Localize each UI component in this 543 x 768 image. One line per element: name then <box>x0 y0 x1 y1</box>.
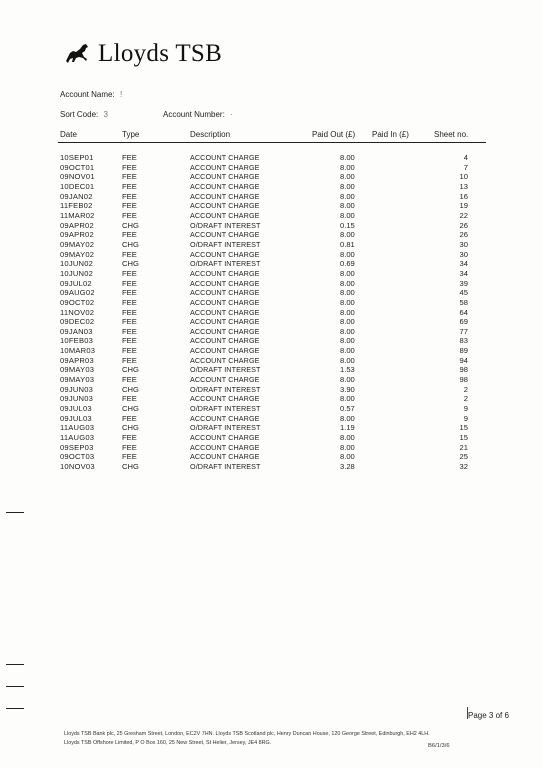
table-row <box>0 336 543 346</box>
account-name-value: ! <box>119 90 123 99</box>
cell-date: 09AUG02 <box>60 288 95 298</box>
table-row <box>0 462 543 472</box>
cell-type: FEE <box>122 375 137 385</box>
cell-description: ACCOUNT CHARGE <box>190 153 260 162</box>
cell-sheet-no: 15 <box>459 433 468 443</box>
cell-type: CHG <box>122 462 139 471</box>
cell-paid-out: 8.00 <box>340 413 355 423</box>
cell-sheet-no: 94 <box>459 355 468 365</box>
cell-type: FEE <box>122 297 137 307</box>
cell-sheet-no: 30 <box>459 249 468 259</box>
table-row <box>0 259 543 269</box>
cell-type: CHG <box>122 259 139 269</box>
cell-description: ACCOUNT CHARGE <box>190 317 260 327</box>
cell-type: FEE <box>122 452 137 462</box>
cell-date: 10DEC01 <box>60 181 95 191</box>
cell-paid-out: 8.00 <box>340 355 355 365</box>
table-row <box>0 211 543 221</box>
cell-type: FEE <box>122 172 137 182</box>
cell-date: 10JUN02 <box>60 259 94 269</box>
cell-paid-out: 8.00 <box>340 162 355 172</box>
table-row <box>0 423 543 433</box>
cell-description: ACCOUNT CHARGE <box>190 278 260 288</box>
cell-type: CHG <box>122 365 139 375</box>
cell-date: 09MAY02 <box>60 239 95 249</box>
cell-sheet-no: 25 <box>459 452 468 462</box>
account-number-label: Account Number: <box>163 110 225 119</box>
cell-description: ACCOUNT CHARGE <box>190 336 260 346</box>
table-row <box>0 192 543 202</box>
cell-paid-out: 1.53 <box>340 365 355 375</box>
col-header-description: Description <box>190 130 231 139</box>
margin-tick <box>6 708 24 709</box>
cell-type: CHG <box>122 423 139 433</box>
cell-type: FEE <box>122 268 137 278</box>
cell-sheet-no: 21 <box>459 442 468 452</box>
cell-paid-out: 8.00 <box>340 230 355 240</box>
cell-date: 09JUN03 <box>60 394 94 404</box>
cell-date: 11MAR02 <box>60 210 95 220</box>
sort-code <box>60 110 108 119</box>
cell-paid-out: 8.00 <box>340 297 355 307</box>
cell-sheet-no: 19 <box>459 201 468 211</box>
table-row <box>0 221 543 231</box>
cell-sheet-no: 22 <box>459 210 468 220</box>
cell-description: ACCOUNT CHARGE <box>190 375 260 385</box>
cell-date: 09JAN02 <box>60 191 93 201</box>
cell-sheet-no: 58 <box>459 297 468 307</box>
cell-type: FEE <box>122 317 137 327</box>
cell-type: FEE <box>122 355 137 365</box>
cell-sheet-no: 64 <box>459 307 468 317</box>
footer-address-line-2: Lloyds TSB Offshore Limited, P O Box 160, 25 New Street, St Helier, Jersey, JE4 8RG. <box>64 740 272 746</box>
table-row <box>0 182 543 192</box>
cell-type: FEE <box>122 442 137 452</box>
cell-type: FEE <box>122 230 137 240</box>
cell-paid-out: 8.00 <box>340 442 355 452</box>
cell-date: 09JUL03 <box>60 404 92 414</box>
cell-sheet-no: 26 <box>459 230 468 240</box>
cell-paid-out: 8.00 <box>340 452 355 462</box>
cell-date: 10NOV03 <box>60 462 95 471</box>
cell-description: O/DRAFT INTEREST <box>190 259 261 269</box>
cell-type: FEE <box>122 153 137 162</box>
margin-tick <box>6 686 24 687</box>
cell-sheet-no: 9 <box>463 404 468 414</box>
cell-type: FEE <box>122 249 137 259</box>
cell-description: ACCOUNT CHARGE <box>190 162 260 172</box>
cell-paid-out: 8.00 <box>340 375 355 385</box>
cell-sheet-no: 16 <box>459 191 468 201</box>
cell-sheet-no: 39 <box>459 278 468 288</box>
cell-paid-out: 8.00 <box>340 210 355 220</box>
account-name-label: Account Name: <box>60 90 115 99</box>
cell-paid-out: 8.00 <box>340 201 355 211</box>
cell-date: 09JUN03 <box>60 384 94 394</box>
cell-date: 10JUN02 <box>60 268 94 278</box>
cell-date: 09DEC02 <box>60 317 95 327</box>
cell-date: 09JAN03 <box>60 326 93 336</box>
black-horse-icon <box>64 41 92 67</box>
cell-date: 09MAY03 <box>60 365 95 375</box>
cell-type: FEE <box>122 413 137 423</box>
cell-paid-out: 0.81 <box>340 239 355 249</box>
cell-description: ACCOUNT CHARGE <box>190 268 260 278</box>
cell-description: ACCOUNT CHARGE <box>190 181 260 191</box>
cell-paid-out: 8.00 <box>340 433 355 443</box>
cell-description: ACCOUNT CHARGE <box>190 249 260 259</box>
cell-sheet-no: 7 <box>463 162 468 172</box>
header-divider <box>58 142 486 143</box>
cell-description: ACCOUNT CHARGE <box>190 433 260 443</box>
cell-date: 09APR03 <box>60 355 94 365</box>
cell-paid-out: 3.28 <box>340 462 355 471</box>
cell-sheet-no: 45 <box>459 288 468 298</box>
cell-type: CHG <box>122 384 139 394</box>
cell-date: 09SEP03 <box>60 442 94 452</box>
cell-description: ACCOUNT CHARGE <box>190 297 260 307</box>
cell-description: ACCOUNT CHARGE <box>190 210 260 220</box>
cell-description: ACCOUNT CHARGE <box>190 230 260 240</box>
cell-sheet-no: 2 <box>463 384 468 394</box>
table-row <box>0 240 543 250</box>
cell-type: CHG <box>122 239 139 249</box>
table-row <box>0 201 543 211</box>
cell-sheet-no: 13 <box>459 181 468 191</box>
cell-sheet-no: 10 <box>459 172 468 182</box>
cell-description: ACCOUNT CHARGE <box>190 452 260 462</box>
table-row <box>0 153 543 163</box>
cell-paid-out: 8.00 <box>340 336 355 346</box>
table-row <box>0 365 543 375</box>
table-row <box>0 346 543 356</box>
col-header-sheet: Sheet no. <box>434 130 469 139</box>
table-row <box>0 433 543 443</box>
cell-type: FEE <box>122 307 137 317</box>
margin-tick <box>6 664 24 665</box>
cell-paid-out: 8.00 <box>340 153 355 162</box>
cell-description: O/DRAFT INTEREST <box>190 365 261 375</box>
cell-type: FEE <box>122 433 137 443</box>
table-row <box>0 404 543 414</box>
cell-type: FEE <box>122 191 137 201</box>
cell-description: O/DRAFT INTEREST <box>190 404 261 414</box>
table-row <box>0 288 543 298</box>
cell-date: 10FEB03 <box>60 336 94 346</box>
cell-description: O/DRAFT INTEREST <box>190 462 261 471</box>
sort-code-label: Sort Code: <box>60 110 99 119</box>
cell-type: FEE <box>122 326 137 336</box>
cell-type: CHG <box>122 404 139 414</box>
cell-description: ACCOUNT CHARGE <box>190 355 260 365</box>
cell-paid-out: 8.00 <box>340 326 355 336</box>
cell-date: 09JUL02 <box>60 278 92 288</box>
account-name <box>60 90 122 99</box>
cell-sheet-no: 77 <box>459 326 468 336</box>
cell-description: ACCOUNT CHARGE <box>190 442 260 452</box>
cell-description: ACCOUNT CHARGE <box>190 201 260 211</box>
cell-date: 09OCT02 <box>60 297 95 307</box>
cell-description: O/DRAFT INTEREST <box>190 239 261 249</box>
table-row <box>0 414 543 424</box>
cell-description: ACCOUNT CHARGE <box>190 346 260 356</box>
cell-paid-out: 0.57 <box>340 404 355 414</box>
table-row <box>0 308 543 318</box>
cell-date: 11AUG03 <box>60 433 95 443</box>
cell-sheet-no: 98 <box>459 365 468 375</box>
page-number: Page 3 of 6 <box>468 711 509 720</box>
cell-description: ACCOUNT CHARGE <box>190 172 260 182</box>
table-row <box>0 394 543 404</box>
cell-sheet-no: 26 <box>459 220 468 230</box>
cell-sheet-no: 98 <box>459 375 468 385</box>
cell-sheet-no: 83 <box>459 336 468 346</box>
table-row <box>0 356 543 366</box>
table-row <box>0 250 543 260</box>
cell-description: ACCOUNT CHARGE <box>190 413 260 423</box>
cell-paid-out: 8.00 <box>340 268 355 278</box>
cell-type: FEE <box>122 394 137 404</box>
cell-sheet-no: 15 <box>459 423 468 433</box>
cell-type: FEE <box>122 288 137 298</box>
cell-type: FEE <box>122 201 137 211</box>
margin-tick <box>6 512 24 513</box>
table-row <box>0 385 543 395</box>
cell-sheet-no: 9 <box>463 413 468 423</box>
table-row <box>0 230 543 240</box>
cell-date: 09OCT01 <box>60 162 95 172</box>
account-number-value: · <box>230 110 233 119</box>
cell-type: FEE <box>122 278 137 288</box>
table-row <box>0 269 543 279</box>
cell-paid-out: 8.00 <box>340 191 355 201</box>
cell-sheet-no: 34 <box>459 268 468 278</box>
cell-sheet-no: 89 <box>459 346 468 356</box>
cell-description: O/DRAFT INTEREST <box>190 384 261 394</box>
cell-sheet-no: 69 <box>459 317 468 327</box>
account-number <box>163 110 233 119</box>
table-row <box>0 172 543 182</box>
table-row <box>0 443 543 453</box>
cell-date: 09APR02 <box>60 220 94 230</box>
cell-paid-out: 8.00 <box>340 278 355 288</box>
table-row <box>0 452 543 462</box>
cell-paid-out: 8.00 <box>340 249 355 259</box>
col-header-type: Type <box>122 130 140 139</box>
cell-description: O/DRAFT INTEREST <box>190 220 261 230</box>
document-reference: B6/1/3/6 <box>428 743 450 749</box>
cell-paid-out: 8.00 <box>340 346 355 356</box>
cell-paid-out: 1.19 <box>340 423 355 433</box>
cell-description: O/DRAFT INTEREST <box>190 423 261 433</box>
cell-date: 09OCT03 <box>60 452 95 462</box>
table-row <box>0 375 543 385</box>
table-row <box>0 317 543 327</box>
cell-date: 09MAY03 <box>60 375 95 385</box>
cell-type: FEE <box>122 181 137 191</box>
cell-date: 09APR02 <box>60 230 94 240</box>
cell-date: 11AUG03 <box>60 423 95 433</box>
table-row <box>0 298 543 308</box>
cell-date: 11NOV02 <box>60 307 95 317</box>
col-header-paid-out: Paid Out (£) <box>312 130 356 139</box>
col-header-date: Date <box>60 130 77 139</box>
cell-description: ACCOUNT CHARGE <box>190 307 260 317</box>
cell-paid-out: 8.00 <box>340 307 355 317</box>
cell-description: ACCOUNT CHARGE <box>190 326 260 336</box>
cell-paid-out: 8.00 <box>340 172 355 182</box>
cell-description: ACCOUNT CHARGE <box>190 288 260 298</box>
cell-paid-out: 0.69 <box>340 259 355 269</box>
cell-sheet-no: 2 <box>463 394 468 404</box>
cell-paid-out: 8.00 <box>340 181 355 191</box>
cell-paid-out: 8.00 <box>340 394 355 404</box>
cell-date: 09MAY02 <box>60 249 95 259</box>
bank-name: Lloyds TSB <box>98 40 223 67</box>
cell-type: FEE <box>122 346 137 356</box>
cell-date: 09NOV01 <box>60 172 95 182</box>
cell-sheet-no: 32 <box>459 462 468 471</box>
cell-paid-out: 3.90 <box>340 384 355 394</box>
footer-address-line-1: Lloyds TSB Bank plc, 25 Gresham Street, London, EC2V 7HN. Lloyds TSB Scotland plc, Henry Duncan House, 120 George Street, Edinburgh, EH2 4LH. <box>64 731 430 737</box>
bank-logo <box>64 40 222 68</box>
cell-paid-out: 8.00 <box>340 288 355 298</box>
table-row <box>0 163 543 173</box>
sort-code-value: 3 <box>103 110 108 119</box>
cell-sheet-no: 4 <box>463 153 468 162</box>
cell-sheet-no: 30 <box>459 239 468 249</box>
cell-type: FEE <box>122 162 137 172</box>
cell-paid-out: 8.00 <box>340 317 355 327</box>
cell-description: ACCOUNT CHARGE <box>190 394 260 404</box>
table-row <box>0 327 543 337</box>
cell-date: 09JUL03 <box>60 413 92 423</box>
transaction-list <box>0 153 543 472</box>
cell-sheet-no: 34 <box>459 259 468 269</box>
cell-type: FEE <box>122 336 137 346</box>
cell-type: CHG <box>122 220 139 230</box>
table-row <box>0 279 543 289</box>
col-header-paid-in: Paid In (£) <box>372 130 409 139</box>
cell-date: 10MAR03 <box>60 346 96 356</box>
cell-description: ACCOUNT CHARGE <box>190 191 260 201</box>
cell-paid-out: 0.15 <box>340 220 355 230</box>
cell-date: 11FEB02 <box>60 201 93 211</box>
cell-type: FEE <box>122 210 137 220</box>
cell-date: 10SEP01 <box>60 153 94 162</box>
